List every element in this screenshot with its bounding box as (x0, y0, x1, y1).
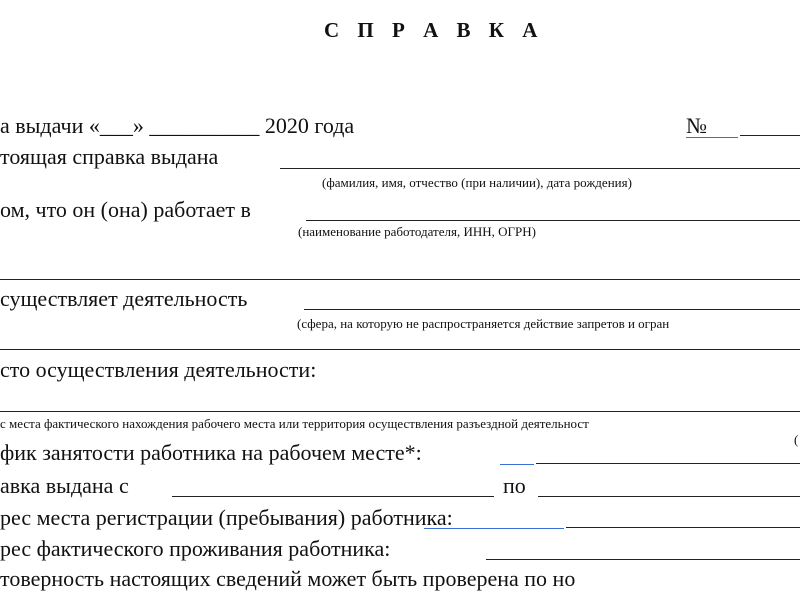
activity-field-line[interactable] (304, 309, 800, 310)
schedule-underline (500, 464, 534, 465)
issued-to-hint: (фамилия, имя, отчество (при наличии), дата рождения) (322, 175, 632, 190)
actual-address-field-line[interactable] (486, 559, 800, 560)
place-field-line[interactable] (0, 411, 800, 412)
registration-underline (424, 528, 564, 529)
activity-extra-line[interactable] (0, 349, 800, 350)
activity-hint: (сфера, на которую не распространяется действие запретов и огран (297, 316, 670, 331)
issue-date-line: а выдачи «___» __________ 2020 года (0, 113, 355, 138)
valid-to-field-line[interactable] (538, 496, 800, 497)
blank-field-line[interactable] (0, 279, 800, 280)
schedule-label: фик занятости работника на рабочем месте*: (0, 440, 422, 465)
employer-field-line[interactable] (306, 220, 800, 221)
schedule-field-line[interactable] (536, 463, 800, 464)
issued-to-label: тоящая справка выдана (0, 144, 219, 169)
place-label: сто осуществления деятельности: (0, 357, 317, 382)
registration-address-label: рес места регистрации (пребывания) работника: (0, 505, 453, 530)
verification-text: товерность настоящих сведений может быть проверена по но (0, 566, 576, 591)
valid-from-label: авка выдана с (0, 473, 129, 498)
document-title: С П Р А В К А (324, 18, 544, 42)
actual-address-label: рес фактического проживания работника: (0, 536, 391, 561)
valid-from-field-line[interactable] (172, 496, 494, 497)
place-hint-paren: ( (794, 432, 799, 447)
employer-label: ом, что он (она) работает в (0, 197, 251, 222)
number-underline (686, 137, 738, 138)
employer-hint: (наименование работодателя, ИНН, ОГРН) (298, 224, 536, 239)
place-hint: с места фактического нахождения рабочего места или территория осуществления разъездной деятельност (0, 416, 589, 431)
issued-to-field-line[interactable] (280, 168, 800, 169)
number-sign: № (686, 113, 707, 138)
registration-field-line[interactable] (566, 527, 800, 528)
number-field-line[interactable] (740, 135, 800, 136)
activity-label: существляет деятельность (0, 286, 248, 311)
valid-to-label: по (503, 473, 526, 498)
